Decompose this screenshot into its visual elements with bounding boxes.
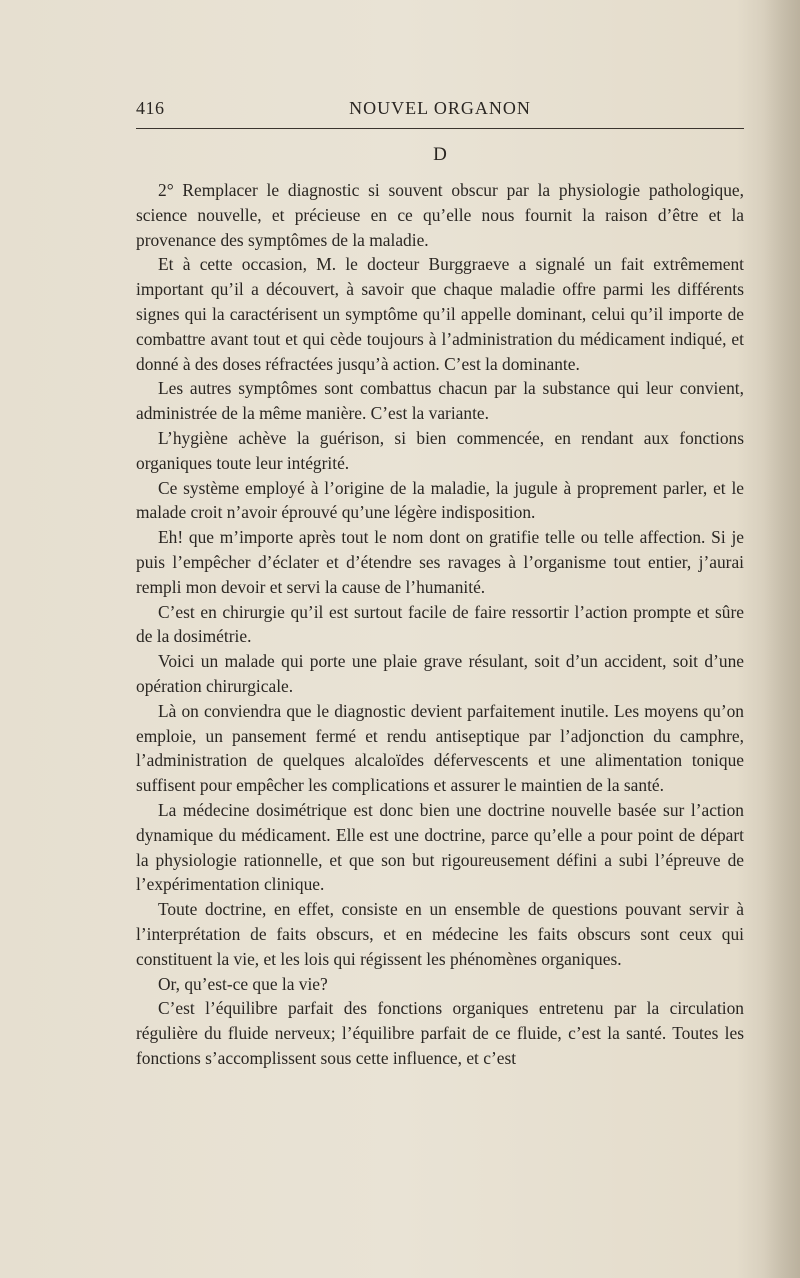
paragraph: 2° Remplacer le diagnostic si souvent obscur par la physiologie pathologique, science nouvelle, et précieuse en ce qu’elle nous fournit la raison d’être et la provenance des symptômes de la maladie. [136, 180, 744, 250]
paragraph: Toute doctrine, en effet, consiste en un ensemble de questions pouvant servir à l’interprétation de faits obscurs, et en médecine les faits obscurs sont ceux qui constituent la vie, et les lois qui régissent les phénomènes organiques. [136, 899, 744, 969]
page-edge-shadow [764, 0, 800, 1278]
body-text [136, 178, 744, 1071]
paragraph: Les autres symptômes sont combattus chacun par la substance qui leur convient, administrée de la même manière. C’est la variante. [136, 378, 744, 424]
paragraph: L’hygiène achève la guérison, si bien commencée, en rendant aux fonctions organiques toute leur intégrité. [136, 427, 744, 473]
paragraph: Et à cette occasion, M. le docteur Burggraeve a signalé un fait extrêmement important qu’il a découvert, à savoir que chaque maladie offre parmi les différents signes qui la caractérisent un symptôme qu’il appelle dominant, celui qu’il importe de combattre avant tout et qui cède toujours à l’administration du médicament indiqué, et donné à des doses réfractées jusqu’à action. C’est la dominante. [136, 254, 744, 374]
paragraph: Là on conviendra que le diagnostic devient parfaitement inutile. Les moyens qu’on emploie, un pansement fermé et rendu antiseptique par l’adjonction du camphre, l’administration de quelques alcaloïdes défervescents et une alimentation tonique suffisent pour empêcher les complications et assurer le maintien de la santé. [136, 700, 744, 796]
paragraph: Voici un malade qui porte une plaie grave résulant, soit d’un accident, soit d’une opération chirurgicale. [136, 651, 744, 696]
paragraph: Ce système employé à l’origine de la maladie, la jugule à proprement parler, et le malade croit n’avoir éprouvé qu’une légère indisposition. [136, 477, 744, 523]
running-title: NOUVEL ORGANON [349, 98, 531, 118]
paragraph: Eh! que m’importe après tout le nom dont on gratifie telle ou telle affection. Si je puis l’empêcher d’éclater et d’étendre ses ravages à l’organisme tout entier, j’aurai rempli mon devoir et servi la cause de l’humanité. [136, 527, 744, 597]
header-rule [136, 128, 744, 129]
paragraph: La médecine dosimétrique est donc bien une doctrine nouvelle basée sur l’action dynamique du médicament. Elle est une doctrine, parce qu’elle a pour point de départ la physiologie rationnelle, et que son but rigoureusement défini a subi l’épreuve de l’expérimentation clinique. [136, 799, 744, 895]
paragraph: Or, qu’est-ce que la vie? [158, 973, 328, 994]
page-header [136, 98, 744, 126]
paragraph: C’est l’équilibre parfait des fonctions organiques entretenu par la circulation régulière du fluide nerveux; l’équilibre parfait de ce fluide, c’est la santé. Toutes les fonctions s’accomplissent sous cette influence, et c’est [136, 998, 744, 1068]
page-number: 416 [136, 98, 165, 118]
section-letter: D [433, 144, 447, 165]
paragraph: C’est en chirurgie qu’il est surtout facile de faire ressortir l’action prompte et sûre de la dosimétrie. [136, 601, 744, 647]
